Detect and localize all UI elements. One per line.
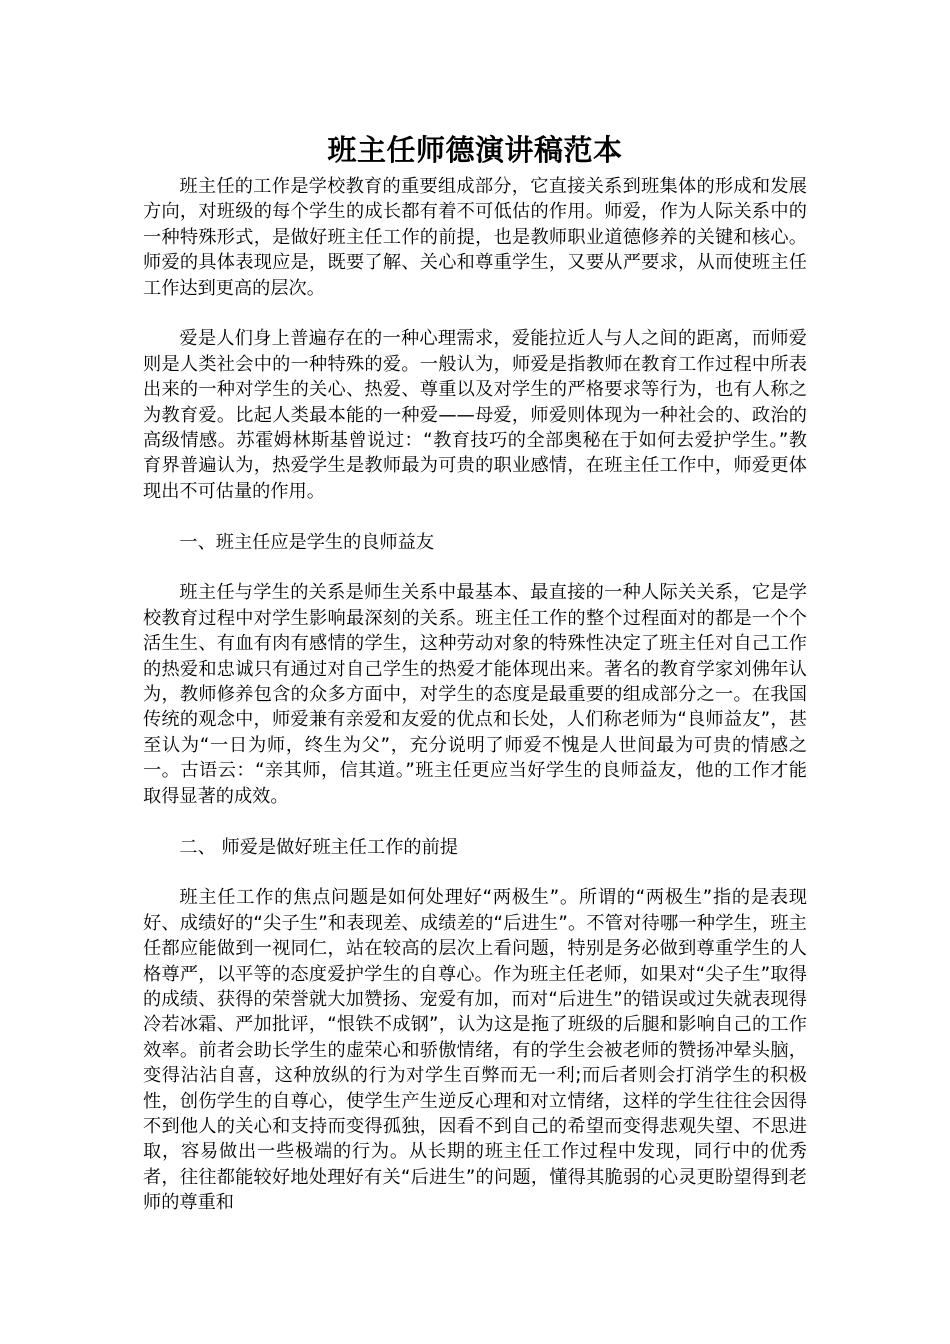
paragraph-spacer [143,555,807,580]
paragraph-spacer [143,809,807,834]
paragraph-spacer [143,504,807,529]
paragraph-mentor-friend: 班主任与学生的关系是师生关系中最基本、最直接的一种人际关关系，它是学校教育过程中对学生影响最深刻的关系。班主任工作的整个过程面对的都是一个个活生生、有血有肉有感情的学生，这种劳动对象的特殊性决定了班主任对自己工作的热爱和忠诚只有通过对自己学生的热爱才能体现出来。著名的教育学家刘佛年认为，教师修养包含的众多方面中，对学生的态度是最重要的组成部分之一。在我国传统的观念中，师爱兼有亲爱和友爱的优点和长处，人们称老师为“良师益友”，甚至认为“一日为师，终生为父”，充分说明了师爱不愧是人世间最为可贵的情感之一。古语云：“亲其师，信其道。”班主任更应当好学生的良师益友，他的工作才能取得显著的成效。 [143,582,807,807]
paragraph-spacer [143,860,807,885]
paragraph-intro: 班主任的工作是学校教育的重要组成部分，它直接关系到班集体的形成和发展方向，对班级的每个学生的成长都有着不可低估的作用。师爱，作为人际关系中的一种特殊形式，是做好班主任工作的前提，也是教师职业道德修养的关键和核心。师爱的具体表现应是，既要了解、关心和尊重学生，又要从严要求，从而使班主任工作达到更高的层次。 [143,176,807,299]
paragraph-teacher-love: 爱是人们身上普遍存在的一种心理需求，爱能拉近人与人之间的距离，而师爱则是人类社会中的一种特殊的爱。一般认为，师爱是指教师在教育工作过程中所表出来的一种对学生的关心、热爱、尊重以及对学生的严格要求等行为，也有人称之为教育爱。比起人类最本能的一种爱——母爱，师爱则体现为一种社会的、政治的高级情感。苏霍姆林斯基曾说过：“教育技巧的全部奥秘在于如何去爱护学生。”教育界普遍认为，热爱学生是教师最为可贵的职业感情，在班主任工作中，师爱更体现出不可估量的作用。 [143,328,807,502]
paragraph-spacer [143,301,807,326]
page-title: 班主任师德演讲稿范本 [327,133,623,167]
paragraph-two-extremes: 班主任工作的焦点问题是如何处理好“两极生”。所谓的“两极生”指的是表现好、成绩好的“尖子生”和表现差、成绩差的“后进生”。不管对待哪一种学生，班主任都应能做到一视同仁，站在较高的层次上看问题，特别是务必做到尊重学生的人格尊严，以平等的态度爱护学生的自尊心。作为班主任老师，如果对“尖子生”取得的成绩、获得的荣誉就大加赞扬、宠爱有加，而对“后进生”的错误或过失就表现得冷若冰霜、严加批评，“恨铁不成钢”，认为这是拖了班级的后腿和影响自己的工作效率。前者会助长学生的虚荣心和骄傲情绪，有的学生会被老师的赞扬冲晕头脑，变得沾沾自喜，这种放纵的行为对学生百弊而无一利;而后者则会打消学生的积极性，创伤学生的自尊心，使学生产生逆反心理和对立情绪，这样的学生往往会因得不到他人的关心和支持而变得孤独，因看不到自己的希望而变得悲观失望、不思进取，容易做出一些极端的行为。从长期的班主任工作过程中发现，同行中的优秀者，往往都能较好地处理好有关“后进生”的问题，懂得其脆弱的心灵更盼望得到老师的尊重和 [143,887,807,1214]
section-heading-1: 一、班主任应是学生的良师益友 [179,531,435,553]
document-page [143,128,807,1216]
section-heading-2: 二、 师爱是做好班主任工作的前提 [179,836,458,858]
